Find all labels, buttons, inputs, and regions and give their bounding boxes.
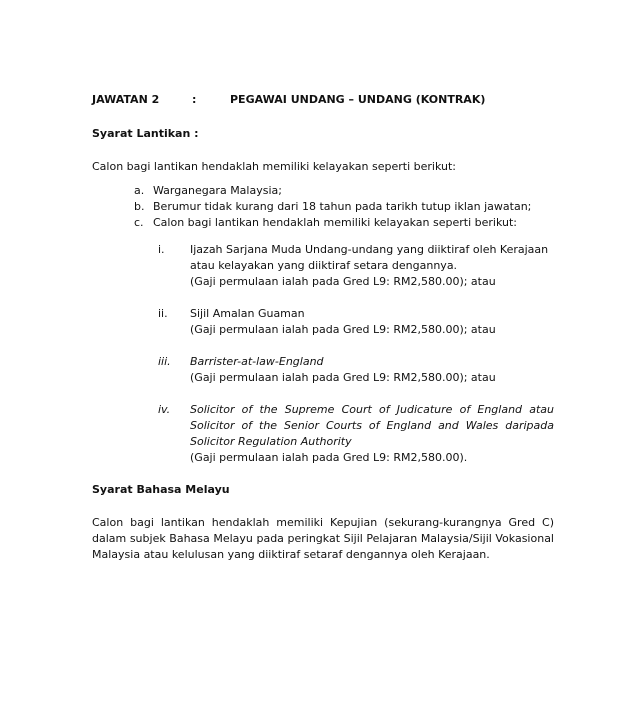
list-marker: c. [134, 216, 144, 229]
requirement-item [134, 215, 554, 231]
requirement-text: Berumur tidak kurang dari 18 tahun pada tarikh tutup iklan jawatan; [153, 200, 532, 213]
job-position: PEGAWAI UNDANG – UNDANG (KONTRAK) [230, 93, 486, 106]
qualification-text: Solicitor of the Supreme Court of Judicature of England atau Solicitor of the Senior Courts of England and Wales daripada Solicitor Regulation Authority [190, 403, 554, 448]
qualification-item [158, 354, 554, 386]
title-colon: : [192, 93, 197, 106]
malay-language-requirement-heading: Syarat Bahasa Melayu [92, 483, 230, 496]
requirement-text: Warganegara Malaysia; [153, 184, 282, 197]
list-marker: b. [134, 200, 145, 213]
appointment-requirements-heading: Syarat Lantikan : [92, 127, 199, 140]
list-marker: ii. [158, 307, 168, 320]
requirement-item [134, 199, 554, 215]
document-page [92, 92, 554, 563]
salary-note: (Gaji permulaan ialah pada Gred L9: RM2,580.00); atau [190, 275, 496, 288]
salary-note: (Gaji permulaan ialah pada Gred L9: RM2,580.00). [190, 451, 468, 464]
list-marker: a. [134, 184, 145, 197]
qualification-item [158, 306, 554, 338]
salary-note: (Gaji permulaan ialah pada Gred L9: RM2,580.00); atau [190, 371, 496, 384]
list-marker: i. [158, 243, 165, 256]
list-marker: iv. [158, 403, 171, 416]
qualification-text: Sijil Amalan Guaman [190, 307, 305, 320]
requirement-text: Calon bagi lantikan hendaklah memiliki kelayakan seperti berikut: [153, 216, 517, 229]
job-number: JAWATAN 2 [92, 93, 160, 106]
appointment-intro: Calon bagi lantikan hendaklah memiliki kelayakan seperti berikut: [92, 160, 456, 173]
qualification-text: Barrister-at-law-England [190, 355, 324, 368]
qualification-text: Ijazah Sarjana Muda Undang-undang yang diiktiraf oleh Kerajaan atau kelayakan yang diiktiraf setara dengannya. [190, 243, 549, 272]
malay-language-requirement-text: Calon bagi lantikan hendaklah memiliki Kepujian (sekurang-kurangnya Gred C) dalam subjek Bahasa Melayu pada peringkat Sijil Pelajaran Malaysia/Sijil Vokasional Malaysia atau kelulusan yang diiktiraf setaraf dengannya oleh Kerajaan. [92, 516, 554, 561]
qualification-item [158, 242, 554, 290]
requirement-item [134, 183, 554, 199]
list-marker: iii. [158, 355, 171, 368]
salary-note: (Gaji permulaan ialah pada Gred L9: RM2,580.00); atau [190, 323, 496, 336]
qualification-item [158, 402, 554, 466]
job-title-row [92, 92, 554, 108]
requirements-list [92, 183, 554, 231]
qualifications-list [92, 242, 554, 466]
